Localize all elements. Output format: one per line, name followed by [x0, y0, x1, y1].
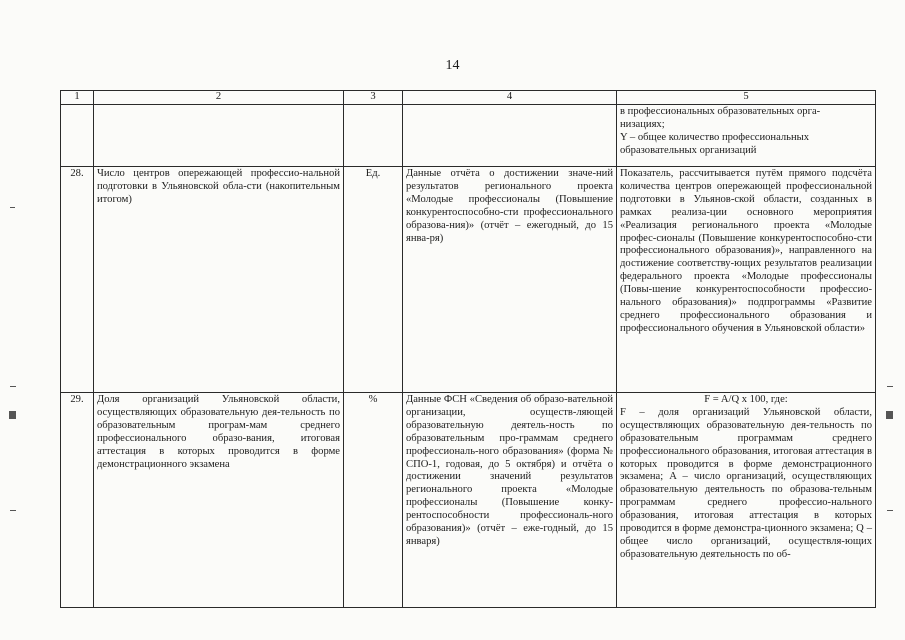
- cont-unit-cell: [344, 105, 403, 167]
- row-number: 28.: [61, 167, 94, 393]
- scan-mark: [9, 411, 16, 419]
- scan-mark: [10, 510, 16, 511]
- cont-method-cell: [617, 105, 876, 167]
- scan-mark: [887, 510, 893, 511]
- header-cell-2: 2: [94, 91, 344, 105]
- calculation-method-cell: [617, 393, 876, 608]
- cont-name-cell: [94, 105, 344, 167]
- cont-method-line: в профессиональных образовательных орга-: [620, 106, 821, 117]
- page-number: 14: [445, 58, 460, 73]
- indicators-table: [60, 90, 876, 608]
- indicator-name: Число центров опережающей профессио-нальной подготовки в Ульяновской обла-сти (накопительным итогом): [94, 167, 344, 393]
- unit-of-measure: %: [344, 393, 403, 608]
- cont-method-line: Y – общее количество профессиональных: [620, 131, 810, 143]
- header-cell-4: 4: [403, 91, 617, 105]
- cont-source-cell: [403, 105, 617, 167]
- table-row-29: [61, 393, 876, 608]
- data-source: Данные ФСН «Сведения об образо-вательной организации, осуществ-ляющей образовательную деятель-ность по образовательным про-граммам среднего профессиональ-ного образования» (форма № СПО-1, годовая, до 5 октября) и отчёта о достижении значений результатов регионального проекта «Молодые профессионалы (Повышение конку-рентоспособности профессиональ-ного образования)» (отчёт – еже-годный, до 15 января): [403, 393, 617, 608]
- header-cell-3: 3: [344, 91, 403, 105]
- table-row-continuation: [61, 105, 876, 167]
- data-source: Данные отчёта о достижении значе-ний результатов регионального проекта «Молодые профессионалы (Повышение конкурентоспособно-сти профессионального образова-ния)» (отчёт – ежегодный, до 15 янва-ря): [403, 167, 617, 393]
- formula: F = A/Q x 100, где:: [704, 394, 788, 405]
- table-row-28: [61, 167, 876, 393]
- table-header-row: [61, 91, 876, 105]
- indicator-name: Доля организаций Ульяновской области, осуществляющих образовательную дея-тельность по образовательным програм-мам среднего профессионального образо-вания, итоговая аттестация в которых проводится в форме демонстрационного экзамена: [94, 393, 344, 608]
- header-cell-5: 5: [617, 91, 876, 105]
- header-cell-1: 1: [61, 91, 94, 105]
- cont-num-cell: [61, 105, 94, 167]
- cont-method-line: образовательных организаций: [620, 144, 757, 156]
- calculation-method: F – доля организаций Ульяновской области, осуществляющих образовательную дея-тельность по образовательным программам среднего профессионального образования, итоговая аттестация в которых проводится в форме демонстрационного экзамена; A – число организаций, осуществляющих образовательную деятельность по образова-тельным программам среднего профессио-нального образования, итоговая аттестация в которых проводится в форме демонстра-ционного экзамена; Q – общее число организаций, осуществля-ющих образовательную деятельность по об-: [620, 406, 872, 560]
- calculation-method: Показатель, рассчитывается путём прямого подсчёта количества центров опережающей профессиональной подготовки в Ульянов-ской области, созданных в рамках реализа-ции основного мероприятия «Реализация регионального проекта «Молодые профес-сионалы (Повышение конкурентоспособно-сти профессионального образования)», направленного на достижение соответству-ющих результатов реализации федерального проекта «Молодые профессионалы (Повы-шение конкурентоспособности профессио-нального образования)» подпрограммы «Развитие среднего профессионального образования и профессионального обучения в Ульяновской области»: [617, 167, 876, 393]
- unit-of-measure: Ед.: [344, 167, 403, 393]
- scan-mark: [887, 386, 893, 387]
- cont-method-line: низациях;: [620, 118, 665, 130]
- scan-mark: [10, 207, 15, 208]
- scan-mark: [886, 411, 893, 419]
- scan-mark: [10, 386, 16, 387]
- row-number: 29.: [61, 393, 94, 608]
